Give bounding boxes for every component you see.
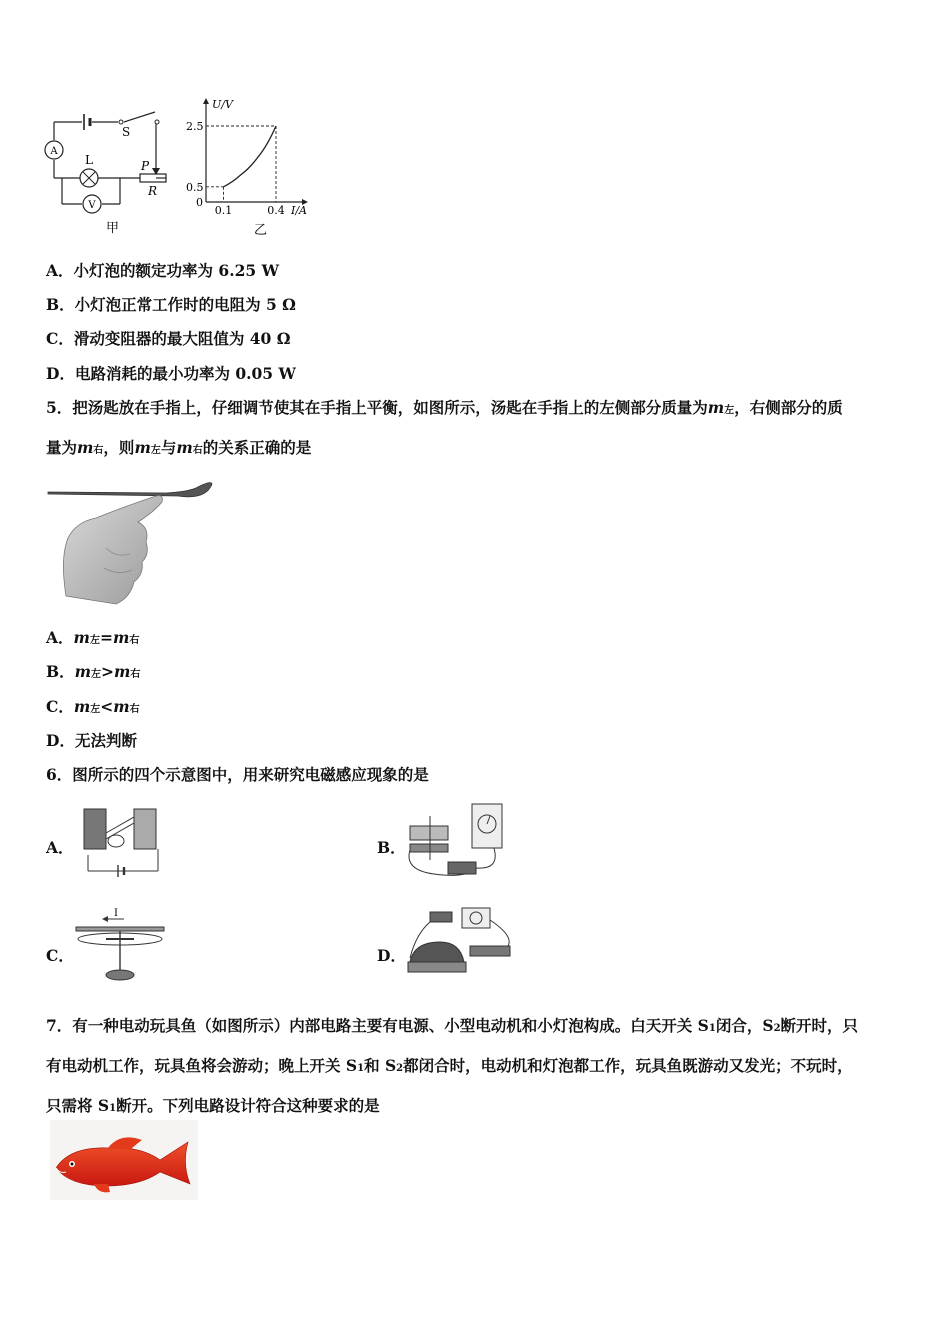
circuit-diagram-jia	[40, 100, 180, 240]
spoon-balance-image	[46, 478, 216, 608]
origin-label: 0	[196, 196, 203, 209]
figure-caption-yi: 乙	[254, 223, 268, 238]
q5-option-d[interactable]: D．无法判断	[46, 731, 137, 750]
y-tick-2-5: 2.5	[186, 120, 204, 133]
q6-option-b-label[interactable]: B．	[377, 838, 406, 857]
q6-option-c-label[interactable]: C．	[46, 946, 74, 965]
q6-option-a-label[interactable]: A．	[46, 838, 74, 857]
hand-shape	[63, 496, 162, 604]
resistor-label: R	[148, 184, 158, 198]
q6-option-b-image[interactable]	[404, 800, 508, 882]
voltmeter-label: V	[88, 200, 96, 211]
x-tick-0-1: 0.1	[214, 204, 233, 217]
q4-option-a[interactable]: A．小灯泡的额定功率为 6.25 W	[46, 261, 279, 280]
slider-label: P	[141, 159, 150, 173]
y-tick-0-5: 0.5	[186, 180, 204, 194]
q6-option-d-image[interactable]	[404, 902, 516, 984]
ammeter-label: A	[50, 146, 58, 157]
y-axis-label: U/V	[212, 98, 233, 111]
q4-option-d[interactable]: D．电路消耗的最小功率为 0.05 W	[46, 364, 296, 383]
q4-option-c[interactable]: C．滑动变阻器的最大阻值为 40 Ω	[46, 329, 291, 348]
u-i-graph	[184, 96, 316, 242]
switch-label: S	[122, 125, 131, 139]
q5-option-b[interactable]: B．m左>m右	[46, 662, 141, 681]
lamp-label: L	[85, 153, 93, 167]
q6-option-d-label[interactable]: D．	[377, 946, 406, 965]
u-i-curve	[224, 126, 277, 187]
toy-fish-image	[50, 1120, 198, 1200]
q6-option-a-image[interactable]	[78, 803, 168, 879]
q6-option-c-image[interactable]	[72, 905, 170, 987]
q5-option-c[interactable]: C．m左<m右	[46, 697, 140, 716]
q5-stem: 5．把汤匙放在手指上，仔细调节使其在手指上平衡，如图所示，汤匙在手指上的左侧部分质量为m左，右侧部分的质 量为m右，则m左与m右的关系正确的是	[46, 398, 843, 457]
figure-caption-jia: 甲	[106, 221, 120, 236]
q7-stem: 7．有一种电动玩具鱼（如图所示）内部电路主要有电源、小型电动机和小灯泡构成。白天开关 S1闭合，S2断开时，只 有电动机工作，玩具鱼将会游动；晚上开关 S1和 S2都闭合时，电动机和灯泡都工作，玩具鱼既游动又发光；不玩时， 只需将 S1断开。下列电路设计符合这种要求的是	[46, 1016, 859, 1115]
q5-option-a[interactable]: A．m左=m右	[46, 628, 140, 647]
x-axis-label: I/A	[291, 204, 307, 217]
q6-stem: 6．图所示的四个示意图中，用来研究电磁感应现象的是	[46, 765, 429, 784]
current-label: I	[114, 908, 118, 919]
spoon-shape	[48, 483, 212, 497]
x-tick-0-4: 0.4	[267, 204, 285, 217]
q4-option-b[interactable]: B．小灯泡正常工作时的电阻为 5 Ω	[46, 295, 296, 314]
